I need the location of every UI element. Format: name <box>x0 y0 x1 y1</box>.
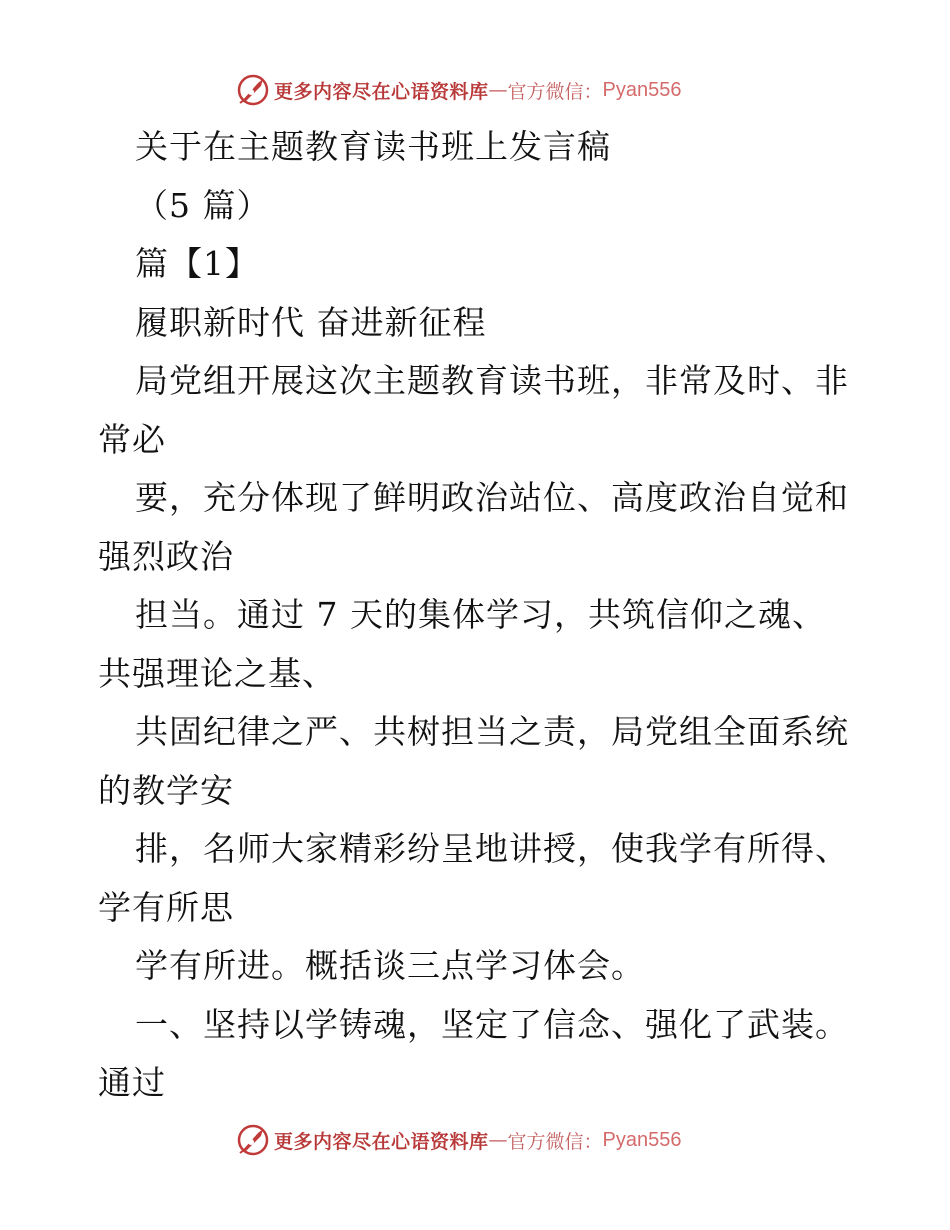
paragraph-line: 通过 <box>98 1063 166 1102</box>
paragraph-line: 学有所思 <box>98 887 234 927</box>
paragraph-line: 排，名师大家精彩纷呈地讲授，使我学有所得、 <box>135 829 849 868</box>
paragraph-line: 的教学安 <box>98 770 234 810</box>
document-title: 关于在主题教育读书班上发言稿 <box>135 127 611 166</box>
watermark-wechat-id: Pyan556 <box>602 78 682 101</box>
watermark-separator: — <box>488 1129 508 1151</box>
quill-pen-logo-icon <box>236 73 270 107</box>
watermark-site-text: 更多内容尽在心语资料库 <box>274 80 489 103</box>
document-body <box>98 118 858 1113</box>
paragraph-line: 共固纪律之严、共树担当之责，局党组全面系统 <box>135 712 849 751</box>
quill-pen-logo-icon <box>236 1123 270 1157</box>
paragraph-line: 常必 <box>98 419 166 459</box>
header-watermark <box>236 72 682 108</box>
paragraph-line: 要，充分体现了鲜明政治站位、高度政治自觉和 <box>135 478 849 517</box>
watermark-separator: — <box>488 79 508 101</box>
watermark-wechat-label: 官方微信： <box>507 1130 603 1153</box>
watermark-wechat-label: 官方微信： <box>507 80 603 103</box>
paragraph-line: 局党组开展这次主题教育读书班，非常及时、非 <box>135 361 849 400</box>
paragraph-line: 一、坚持以学铸魂，坚定了信念、强化了武装。 <box>135 1004 849 1044</box>
paragraph-line: 强烈政治 <box>98 536 234 576</box>
paragraph-line: 担当。通过 7 天的集体学习，共筑信仰之魂、 <box>135 595 826 634</box>
document-count: （5 篇） <box>135 185 271 225</box>
paragraph-line: 学有所进。概括谈三点学习体会。 <box>135 946 645 985</box>
paragraph-line: 共强理论之基、 <box>98 653 336 693</box>
speech-subtitle: 履职新时代 奋进新征程 <box>135 302 487 342</box>
watermark-site-text: 更多内容尽在心语资料库 <box>274 1130 489 1153</box>
watermark-wechat-id: Pyan556 <box>602 1128 682 1151</box>
footer-watermark <box>236 1122 682 1158</box>
section-heading: 篇【1】 <box>135 244 259 283</box>
